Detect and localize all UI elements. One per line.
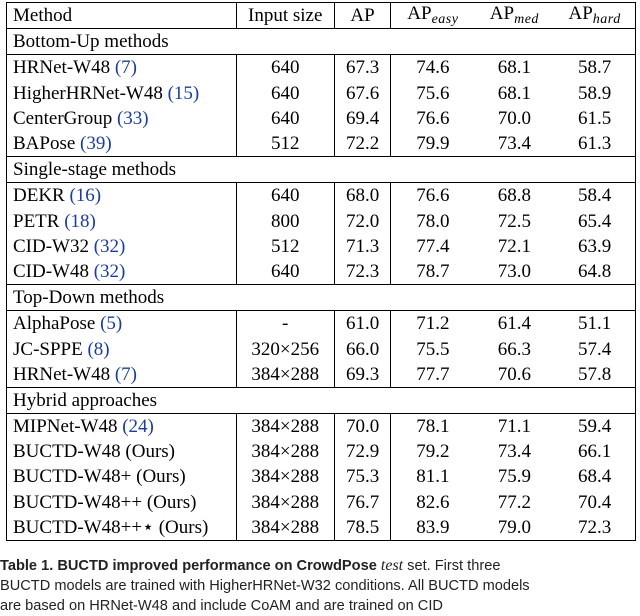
ap-easy-cell: 77.7: [416, 363, 450, 385]
input-size-cell: 640: [236, 106, 334, 131]
caption-line-2: BUCTD models are trained with HigherHRNet-W32 conditions. All BUCTD models: [0, 578, 530, 594]
ap-hard-cell: 61.3: [578, 133, 612, 155]
header-ap-easy-base: AP: [407, 3, 432, 25]
input-size-cell: 320×256: [236, 336, 334, 361]
ap-cell: 72.0: [334, 209, 390, 234]
ap-easy-cell: 75.5: [416, 338, 450, 360]
ap-med-cell: 73.0: [497, 260, 531, 282]
ap-med-cell: 68.8: [474, 183, 554, 209]
caption-label: Table 1.: [0, 558, 54, 574]
header-ap-hard-sub: hard: [592, 12, 621, 28]
header-ap-hard-base: AP: [568, 3, 593, 25]
citation-link: (7): [114, 57, 137, 79]
input-size-cell: 640: [236, 183, 334, 209]
table-row: [7, 490, 636, 515]
table-row: [7, 234, 636, 259]
group-header-row: [7, 387, 636, 413]
method-cell: [7, 414, 237, 440]
header-row: [7, 3, 636, 29]
ap-cell: 69.4: [334, 106, 390, 131]
method-cell: [7, 234, 237, 259]
ap-med-cell: 75.9: [497, 466, 531, 488]
table-row: [7, 414, 636, 440]
table-row: [7, 439, 636, 464]
ap-med-cell: 70.6: [497, 363, 531, 385]
method-cell: [7, 259, 237, 285]
table-row: [7, 311, 636, 337]
citation-link: (39): [80, 133, 112, 155]
ap-med-cell: 73.4: [497, 133, 531, 155]
ap-med-cell: 72.1: [497, 235, 531, 257]
ap-cell: 72.3: [334, 259, 390, 285]
method-name: JC-SPPE: [13, 338, 83, 360]
header-ap: AP: [334, 3, 390, 29]
input-size-cell: 384×288: [236, 490, 334, 515]
citation-link: (8): [87, 338, 110, 360]
citation-link: (16): [69, 185, 102, 207]
table-row: [7, 81, 636, 106]
ap-easy-cell: 78.1: [391, 414, 475, 440]
input-size-cell: -: [236, 311, 334, 337]
ap-med-cell: 61.4: [474, 311, 554, 337]
caption-test-word: test: [380, 557, 404, 574]
ap-cell: 61.0: [334, 311, 390, 337]
table-row: [7, 55, 636, 81]
method-name: CID-W32: [13, 235, 89, 257]
method-name: CenterGroup: [13, 107, 113, 129]
table-row: [7, 209, 636, 234]
table-caption: [0, 556, 640, 616]
ap-hard-cell: 66.1: [578, 441, 612, 463]
ap-cell: 67.6: [334, 81, 390, 106]
header-ap-med: [474, 3, 554, 29]
ap-cell: 67.3: [334, 55, 390, 81]
ap-easy-cell: 79.2: [416, 441, 450, 463]
input-size-cell: 384×288: [236, 414, 334, 440]
ap-hard-cell: 58.7: [554, 55, 635, 81]
ap-hard-cell: 61.5: [578, 107, 612, 129]
ap-easy-cell: 76.6: [391, 183, 475, 209]
input-size-cell: 800: [236, 209, 334, 234]
method-cell: [7, 106, 237, 131]
ap-hard-cell: 57.8: [578, 363, 612, 385]
input-size-cell: 512: [236, 131, 334, 157]
citation-link: (5): [100, 313, 123, 335]
ap-cell: 70.0: [334, 414, 390, 440]
caption-tail: set. First three: [407, 558, 501, 574]
method-cell: [7, 131, 237, 157]
header-ap-hard: [554, 3, 635, 29]
group-title: Bottom-Up methods: [7, 29, 636, 55]
ap-med-cell: 70.0: [497, 107, 531, 129]
table-row: [7, 515, 636, 541]
ap-hard-cell: 59.4: [554, 414, 635, 440]
citation-link: (32): [93, 260, 126, 282]
input-size-cell: 384×288: [236, 439, 334, 464]
citation-link: (7): [114, 363, 137, 385]
ap-cell: 78.5: [334, 515, 390, 541]
ap-cell: 66.0: [334, 336, 390, 361]
header-method: Method: [7, 3, 237, 29]
method-cell: [7, 55, 237, 81]
method-cell: [7, 209, 237, 234]
input-size-cell: 640: [236, 259, 334, 285]
citation-link: (32): [93, 235, 126, 257]
method-name: BAPose: [13, 133, 76, 155]
caption-line-1: [0, 556, 640, 576]
method-cell: [7, 515, 237, 541]
ap-hard-cell: 64.8: [578, 260, 612, 282]
ap-hard-cell: 58.9: [578, 82, 612, 104]
method-name: HRNet-W48: [13, 57, 111, 79]
table-row: [7, 336, 636, 361]
citation-link: (18): [64, 210, 96, 232]
ap-med-cell: 73.4: [497, 441, 531, 463]
ap-cell: 71.3: [334, 234, 390, 259]
ap-hard-cell: 63.9: [578, 235, 612, 257]
ap-cell: 72.2: [334, 131, 390, 157]
ap-easy-cell: 79.9: [416, 133, 450, 155]
ap-cell: 72.9: [334, 439, 390, 464]
ap-easy-cell: 83.9: [416, 516, 450, 538]
header-ap-med-base: AP: [489, 3, 515, 25]
ap-med-cell: 71.1: [474, 414, 554, 440]
ap-hard-cell: 58.4: [554, 183, 635, 209]
method-name: BUCTD-W48+ (Ours): [13, 466, 186, 488]
method-name: CID-W48: [13, 260, 89, 282]
ap-hard-cell: 65.4: [578, 210, 612, 232]
citation-link: (33): [116, 107, 149, 129]
table-row: [7, 464, 636, 489]
method-cell: [7, 336, 237, 361]
header-input-size: Input size: [236, 3, 334, 29]
ap-hard-cell: 72.3: [578, 516, 612, 538]
ap-hard-cell: 51.1: [554, 311, 635, 337]
ap-med-cell: 66.3: [497, 338, 531, 360]
header-ap-easy-sub: easy: [431, 12, 459, 28]
ap-med-cell: 77.2: [497, 491, 531, 513]
input-size-cell: 384×288: [236, 362, 334, 388]
ap-easy-cell: 74.6: [391, 55, 475, 81]
method-name: PETR: [13, 210, 60, 232]
ap-hard-cell: 68.4: [578, 466, 612, 488]
method-cell: [7, 183, 237, 209]
method-name: HigherHRNet-W48: [13, 82, 163, 104]
table-body: [7, 29, 636, 541]
citation-link: (24): [122, 416, 154, 438]
table-row: [7, 131, 636, 157]
header-ap-med-sub: med: [514, 12, 539, 28]
input-size-cell: 384×288: [236, 515, 334, 541]
ap-cell: 75.3: [334, 464, 390, 489]
method-cell: [7, 464, 237, 489]
group-header-row: [7, 285, 636, 311]
citation-link: (15): [167, 82, 200, 104]
method-cell: [7, 311, 237, 337]
ap-med-cell: 79.0: [497, 516, 531, 538]
method-cell: [7, 490, 237, 515]
ap-cell: 69.3: [334, 362, 390, 388]
group-header-row: [7, 157, 636, 183]
header-ap-easy: [391, 3, 475, 29]
ap-med-cell: 68.1: [497, 82, 531, 104]
method-cell: [7, 81, 237, 106]
input-size-cell: 384×288: [236, 464, 334, 489]
input-size-cell: 512: [236, 234, 334, 259]
ap-easy-cell: 78.0: [416, 210, 450, 232]
group-header-row: [7, 29, 636, 55]
group-title: Hybrid approaches: [7, 387, 636, 413]
method-cell: [7, 439, 237, 464]
table-row: [7, 106, 636, 131]
table-row: [7, 362, 636, 388]
group-title: Single-stage methods: [7, 157, 636, 183]
input-size-cell: 640: [236, 81, 334, 106]
ap-cell: 76.7: [334, 490, 390, 515]
caption-title: BUCTD improved performance on CrowdPose: [57, 558, 377, 574]
method-name: BUCTD-W48++ (Ours): [13, 491, 197, 513]
ap-hard-cell: 70.4: [578, 491, 612, 513]
method-name: HRNet-W48: [13, 363, 111, 385]
method-cell: [7, 362, 237, 388]
ap-cell: 68.0: [334, 183, 390, 209]
method-name: BUCTD-W48 (Ours): [13, 441, 176, 463]
ap-easy-cell: 76.6: [416, 107, 450, 129]
method-name: AlphaPose: [13, 313, 96, 335]
ap-med-cell: 68.1: [474, 55, 554, 81]
ap-easy-cell: 77.4: [416, 235, 450, 257]
method-name: DEKR: [13, 185, 65, 207]
ap-easy-cell: 75.6: [416, 82, 450, 104]
ap-easy-cell: 82.6: [416, 491, 450, 513]
caption-line-3: are based on HRNet-W48 and include CoAM and are trained on CID: [0, 598, 443, 614]
ap-easy-cell: 71.2: [391, 311, 475, 337]
ap-med-cell: 72.5: [497, 210, 531, 232]
input-size-cell: 640: [236, 55, 334, 81]
method-name: BUCTD-W48++⋆ (Ours): [13, 516, 209, 538]
results-table: [6, 2, 636, 541]
method-name: MIPNet-W48: [13, 416, 118, 438]
ap-easy-cell: 81.1: [416, 466, 450, 488]
ap-easy-cell: 78.7: [416, 260, 450, 282]
group-title: Top-Down methods: [7, 285, 636, 311]
table-row: [7, 259, 636, 285]
ap-hard-cell: 57.4: [578, 338, 612, 360]
table-row: [7, 183, 636, 209]
